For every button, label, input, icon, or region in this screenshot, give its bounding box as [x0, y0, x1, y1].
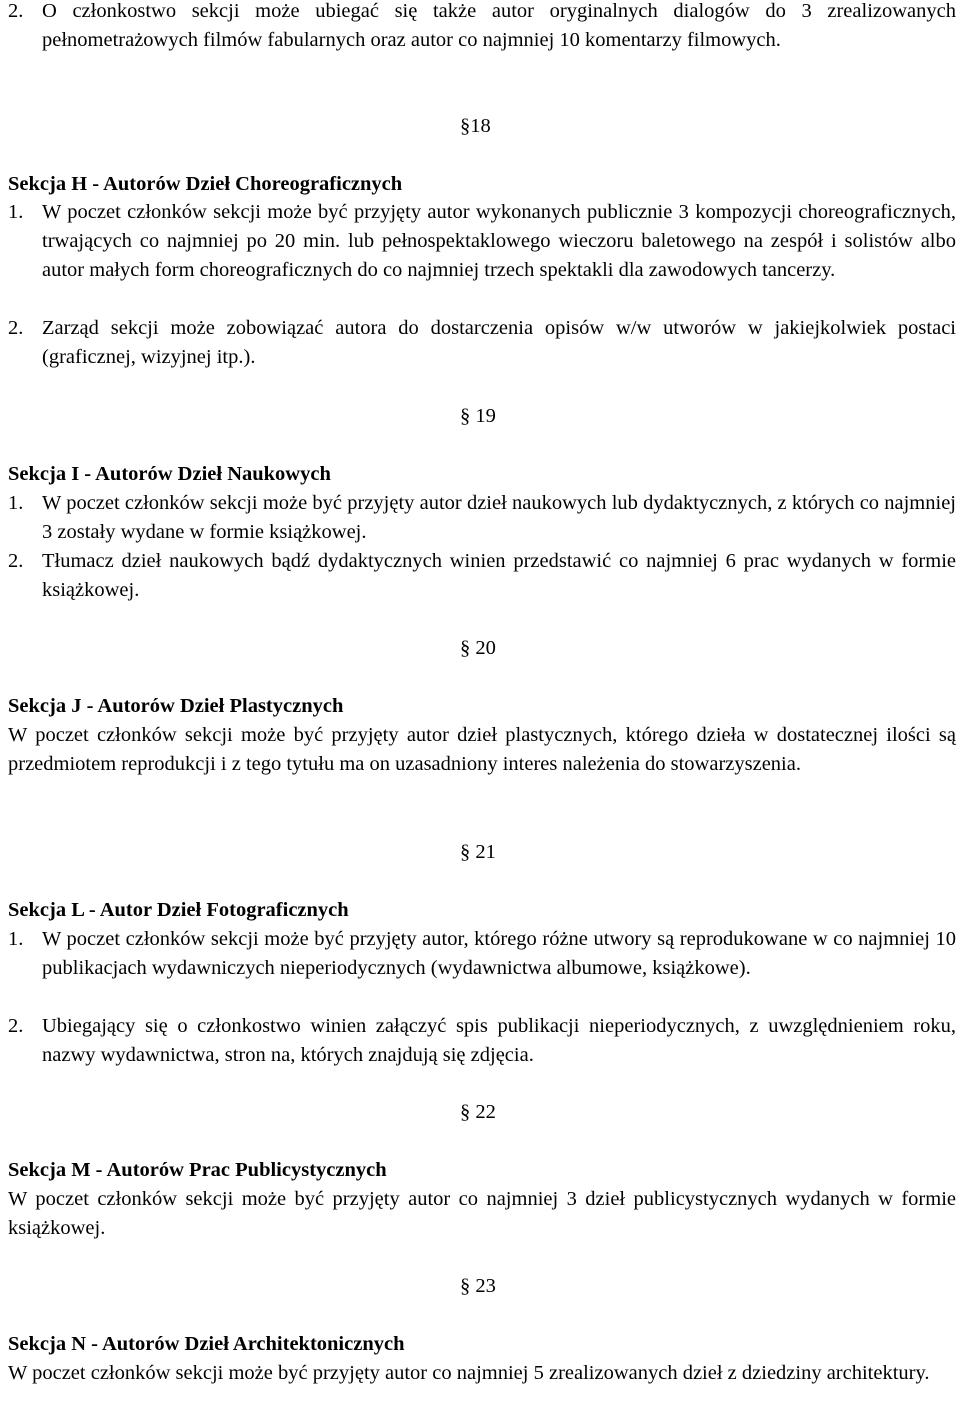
item-text: Zarząd sekcji może zobowiązać autora do dostarczenia opisów w/w utworów w jakiejkolwiek postaci (graficznej, wizyjnej itp.).: [42, 317, 956, 368]
item-number: 2.: [8, 1015, 24, 1037]
s18-item-1: [8, 198, 956, 285]
item-text: Tłumacz dzieł naukowych bądź dydaktycznych winien przedstawić co najmniej 6 prac wydanych w formie książkowej.: [42, 550, 956, 601]
item-number: 1.: [8, 928, 24, 950]
section-heading-i: Sekcja I - Autorów Dzieł Naukowych: [8, 463, 331, 485]
section-mark-21: § 21: [460, 841, 496, 863]
item-number: 1.: [8, 201, 24, 223]
item-number: 2.: [8, 317, 24, 339]
item-number: 1.: [8, 492, 24, 514]
intro-item-2: [8, 0, 956, 55]
s18-item-2: [8, 314, 956, 372]
section-mark-19: § 19: [460, 405, 496, 427]
s20-paragraph: W poczet członków sekcji może być przyjęty autor dzieł plastycznych, którego dzieła w dostatecznej ilości są przedmiotem reprodukcji i z tego tytułu ma on uzasadniony interes należenia do stowarzyszenia.: [8, 724, 956, 775]
item-number: 2.: [8, 0, 24, 22]
item-text: Ubiegający się o członkostwo winien załączyć spis publikacji nieperiodycznych, z uwzględnieniem roku, nazwy wydawnictwa, stron na, których znajdują się zdjęcia.: [42, 1015, 956, 1066]
s22-paragraph: W poczet członków sekcji może być przyjęty autor co najmniej 3 dzieł publicystycznych wydanych w formie książkowej.: [8, 1188, 956, 1239]
s21-item-1: [8, 925, 956, 983]
section-heading-h: Sekcja H - Autorów Dzieł Choreograficznych: [8, 173, 403, 195]
section-mark-22: § 22: [460, 1101, 496, 1123]
item-text: W poczet członków sekcji może być przyjęty autor wykonanych publicznie 3 kompozycji choreograficznych, trwających co najmniej po 20 min. lub pełnospektaklowego wieczoru baletowego na zespół i solistów albo autor małych form choreograficznych do co najmniej trzech spektakli dla zawodowych tancerzy.: [42, 201, 956, 281]
section-mark-20: § 20: [460, 637, 496, 659]
item-text: O członkostwo sekcji może ubiegać się także autor oryginalnych dialogów do 3 zrealizowanych pełnometrażowych filmów fabularnych oraz autor co najmniej 10 komentarzy filmowych.: [42, 0, 956, 51]
item-text: W poczet członków sekcji może być przyjęty autor, którego różne utwory są reprodukowane w co najmniej 10 publikacjach wydawniczych nieperiodycznych (wydawnictwa albumowe, książkowe).: [42, 928, 956, 979]
s19-item-2: [8, 547, 956, 605]
s21-item-2: [8, 1012, 956, 1070]
s23-paragraph: W poczet członków sekcji może być przyjęty autor co najmniej 5 zrealizowanych dzieł z dziedziny architektury.: [8, 1362, 930, 1384]
section-mark-18: §18: [460, 115, 491, 137]
item-text: W poczet członków sekcji może być przyjęty autor dzieł naukowych lub dydaktycznych, z których co najmniej 3 zostały wydane w formie książkowej.: [42, 492, 956, 543]
s19-item-1: [8, 489, 956, 547]
section-mark-23: § 23: [460, 1275, 496, 1297]
section-heading-l: Sekcja L - Autor Dzieł Fotograficznych: [8, 899, 349, 921]
item-number: 2.: [8, 550, 24, 572]
section-heading-m: Sekcja M - Autorów Prac Publicystycznych: [8, 1159, 387, 1181]
section-heading-n: Sekcja N - Autorów Dzieł Architektonicznych: [8, 1333, 405, 1355]
section-heading-j: Sekcja J - Autorów Dzieł Plastycznych: [8, 695, 344, 717]
